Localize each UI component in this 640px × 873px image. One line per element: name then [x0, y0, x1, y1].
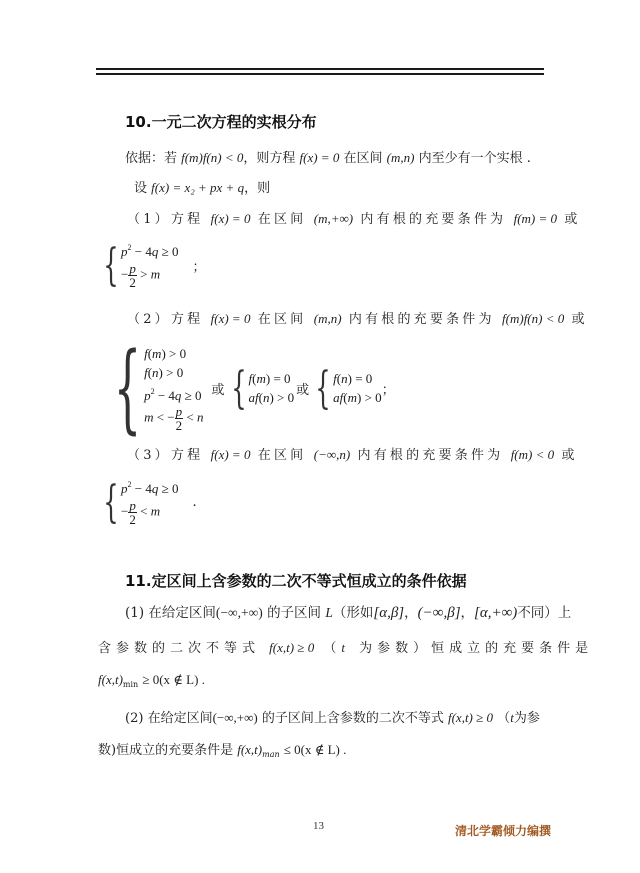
- system-line: f(n) = 0: [333, 371, 373, 386]
- item-2-interval: (m,n): [313, 311, 342, 326]
- left-brace-icon: {: [103, 240, 119, 291]
- para-2-line-1: [125, 710, 540, 727]
- para-2-label: (2): [125, 711, 144, 726]
- item-2-text-b: 在区间: [257, 312, 307, 327]
- para-2-line-2: [98, 742, 346, 763]
- item-2-text-c: 内有根的充要条件为: [348, 312, 495, 327]
- item-1-interval: (m,+∞): [313, 211, 354, 226]
- para-1-interval-2: (−∞,β]: [417, 605, 461, 621]
- basis-paragraph: [125, 150, 531, 167]
- item-2-text-a: 方程: [170, 312, 204, 327]
- item-2-or-2: 或: [296, 382, 310, 398]
- item-3-interval: (−∞,n): [313, 447, 351, 462]
- subscript-min: min: [122, 680, 139, 689]
- item-3-text-c: 内有根的充要条件为: [357, 448, 504, 463]
- system-line: m < − $\frac{p}{2}$ < n: [144, 404, 204, 433]
- item-1-text-b: 在区间: [257, 212, 307, 227]
- basis-suffix: 内至少有一个实根 .: [418, 151, 531, 166]
- item-1-condition: f(m) = 0: [513, 211, 558, 226]
- left-brace-icon: {: [230, 362, 247, 414]
- para-1-inequality: f(x,t) ≥ 0: [269, 640, 315, 655]
- item-3-text-a: 方程: [170, 448, 204, 463]
- item-2-equation: f(x) = 0: [210, 311, 251, 326]
- para-1-line-2: [98, 640, 593, 657]
- para-2-condition: ≤ 0(x ∉ L) .: [283, 742, 347, 757]
- section-11-title: 11.定区间上含参数的二次不等式恒成立的条件依据: [125, 572, 467, 590]
- system-line: − $\frac{p}{2}$ > m: [121, 260, 161, 290]
- item-3-text-b: 在区间: [257, 448, 307, 463]
- para-1-condition: ≥ 0(x ∉ L) .: [142, 672, 205, 687]
- system-line: af(n) > 0: [248, 390, 295, 405]
- item-3-equation: f(x) = 0: [210, 447, 251, 462]
- subscript-man: man: [262, 750, 280, 759]
- section-10-title: 10.一元二次方程的实根分布: [125, 113, 317, 131]
- basis-interval: (m,n): [386, 150, 415, 165]
- left-brace-icon: {: [103, 477, 119, 528]
- system-line: $p^2 - 4q \ge 0$: [121, 242, 179, 259]
- setup-equation: f(x) = x₂ + px + q: [151, 180, 245, 195]
- item-2-end: ；: [381, 382, 395, 398]
- item-3-end: .: [192, 495, 197, 510]
- comma: ，: [460, 605, 475, 621]
- para-1-interval-3: [α,+∞): [474, 605, 518, 621]
- para-2-line-2-a: 数)恒成立的充要条件是: [98, 743, 234, 758]
- setup-prefix: 设: [134, 181, 148, 196]
- paren-open: （: [497, 711, 511, 726]
- setup-line: [134, 180, 270, 197]
- para-2-text-a: 在给定区间: [147, 711, 213, 726]
- para-2-text-b: 的子区间上含参数的二次不等式: [261, 711, 444, 726]
- item-1-label: （1）: [127, 212, 171, 227]
- setup-suffix: ，则: [244, 181, 271, 196]
- page-number: 13: [313, 820, 324, 832]
- f-x-t: f(x,t): [237, 742, 263, 757]
- system-line: f(n) > 0: [144, 365, 184, 380]
- item-1-or: 或: [564, 212, 581, 227]
- item-1-equation: f(x) = 0: [210, 211, 251, 226]
- basis-mid2: 在区间: [343, 151, 383, 166]
- left-brace-icon: {: [315, 362, 331, 414]
- left-brace-icon: {: [113, 332, 142, 444]
- paren-open: （: [323, 641, 342, 656]
- system-line: f(m) = 0: [248, 371, 291, 386]
- param-t: t: [341, 640, 350, 655]
- item-2-or-1: 或: [211, 382, 225, 398]
- header-rule-bottom: [96, 73, 544, 75]
- system-line: $p^2 - 4q \ge 0$: [121, 479, 179, 496]
- basis-equation: f(x) = 0: [299, 150, 340, 165]
- para-1-interval-1: [α,β]: [373, 605, 405, 621]
- para-1-text-a: 在给定区间: [148, 605, 216, 621]
- item-1-end: ；: [192, 260, 206, 275]
- para-1-text-d: 不同）上: [517, 605, 572, 621]
- para-1-interval: (−∞,+∞): [215, 605, 263, 620]
- item-2-label: （2）: [127, 312, 171, 327]
- item-2-or: 或: [571, 312, 588, 327]
- item-3-system: [97, 477, 197, 528]
- para-2-inequality: f(x,t) ≥ 0: [447, 710, 494, 725]
- para-1-label: (1): [125, 605, 145, 621]
- item-2-systems: [97, 332, 395, 444]
- item-3-line: [127, 447, 578, 464]
- para-1-L: L: [325, 605, 333, 620]
- para-1-line-1: [125, 605, 571, 621]
- para-1-line-2-a: 含参数的二次不等式: [98, 641, 261, 656]
- item-2-line: [127, 311, 588, 328]
- item-1-text-c: 内有根的充要条件为: [360, 212, 507, 227]
- system-line: $p^2 - 4q \ge 0$: [144, 387, 202, 403]
- item-1-system: [97, 240, 206, 291]
- item-1-line: [127, 211, 581, 228]
- comma: ，: [404, 605, 418, 621]
- item-3-or: 或: [561, 448, 578, 463]
- item-3-label: （3）: [127, 448, 171, 463]
- brand-watermark: 清北学霸倾力编撰: [455, 824, 552, 838]
- basis-prefix: 依据：若: [125, 151, 178, 166]
- para-1-text-c: （形如: [332, 605, 374, 621]
- system-line: af(m) > 0: [333, 390, 382, 405]
- para-1-line-2-c: 为参数）恒成立的充要条件是: [359, 641, 594, 656]
- para-2-interval: (−∞,+∞): [212, 710, 258, 725]
- param-t: t: [510, 710, 514, 725]
- system-line: − $\frac{p}{2}$ < m: [121, 497, 161, 527]
- item-3-condition: f(m) < 0: [510, 447, 555, 462]
- para-1-line-3: [98, 672, 205, 693]
- para-1-text-b: 的子区间: [267, 605, 322, 621]
- header-rule-top: [96, 68, 544, 70]
- para-2-text-d: 为参: [513, 711, 540, 726]
- item-1-text-a: 方程: [170, 212, 204, 227]
- basis-mid: ，则方程: [243, 151, 296, 166]
- item-2-condition: f(m)f(n) < 0: [502, 311, 565, 326]
- f-x-t: f(x,t): [98, 672, 123, 687]
- basis-condition: f(m)f(n) < 0: [181, 150, 244, 165]
- system-line: f(m) > 0: [144, 346, 187, 361]
